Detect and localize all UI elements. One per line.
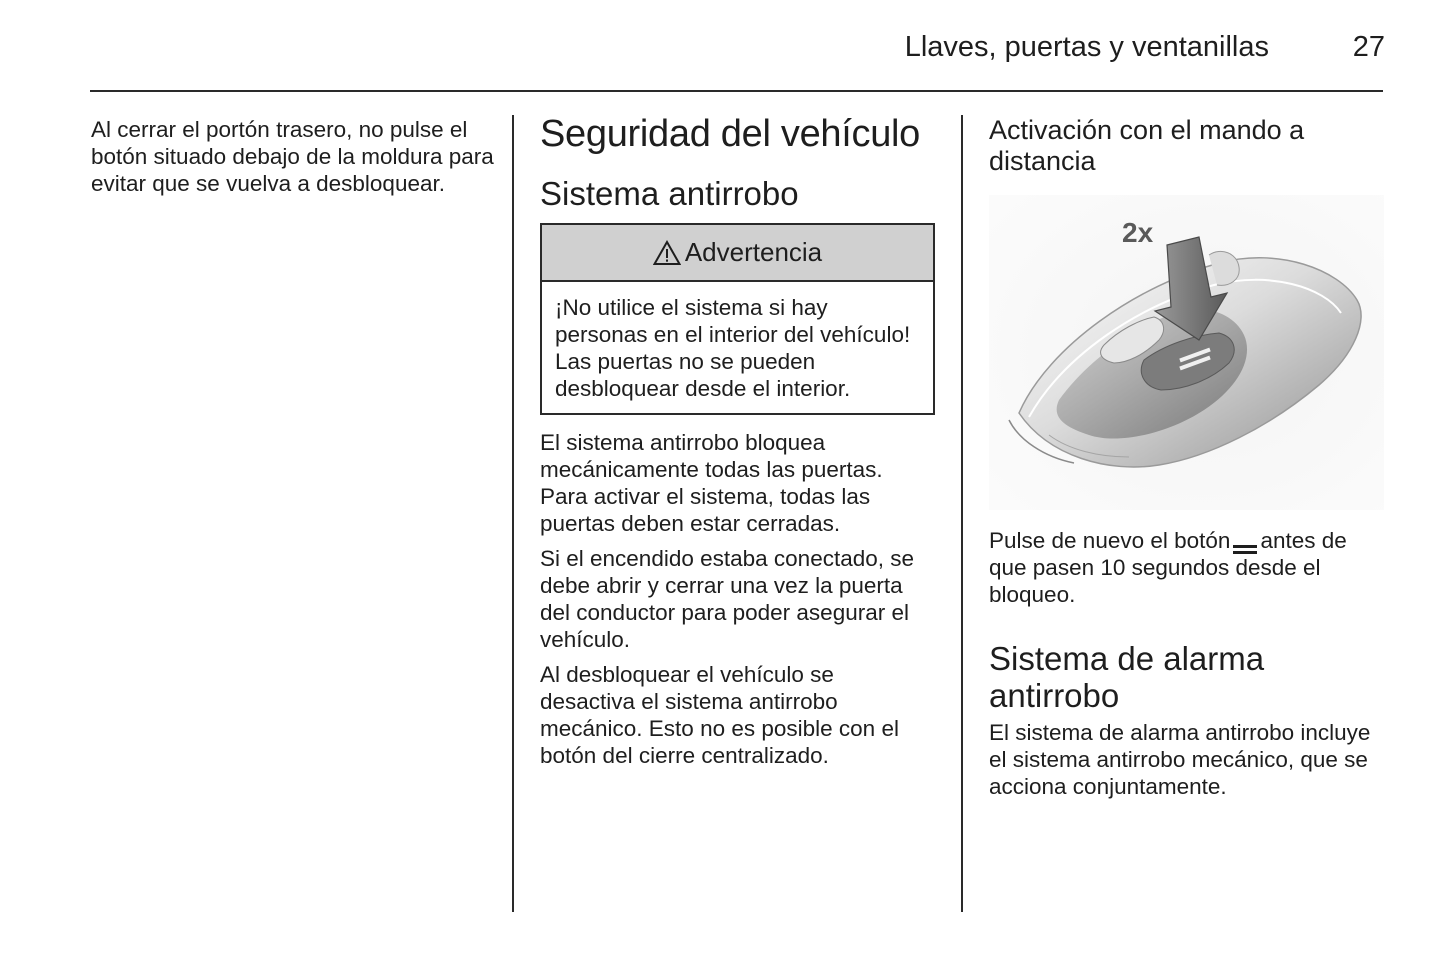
warning-title: Advertencia bbox=[684, 237, 823, 267]
paragraph: Al desbloquear el vehículo se desactiva el sistema antirrobo mecánico. Esto no es posible con el botón del cierre centralizado. bbox=[540, 662, 899, 768]
column-divider-right bbox=[961, 115, 963, 912]
subsection-heading: Sistema antirrobo bbox=[540, 175, 799, 212]
lock-button-icon bbox=[1233, 534, 1257, 546]
key-fob-illustration bbox=[989, 195, 1384, 510]
warning-triangle-icon bbox=[653, 240, 681, 266]
header-divider bbox=[90, 90, 1383, 92]
column-1 bbox=[91, 116, 496, 197]
column-3 bbox=[989, 115, 1384, 800]
warning-text: ¡No utilice el sistema si hay personas en el interior del vehículo! Las puertas no se pueden desbloquear desde el interior. bbox=[555, 295, 911, 401]
paragraph: Si el encendido estaba conectado, se debe abrir y cerrar una vez la puerta del conductor para poder asegurar el vehículo. bbox=[540, 546, 915, 652]
subsection-heading: Activación con el mando a distancia bbox=[989, 115, 1305, 176]
column-2 bbox=[540, 112, 935, 769]
page-number: 27 bbox=[1352, 31, 1385, 63]
subsection-heading: Sistema de alarma antirrobo bbox=[989, 640, 1265, 714]
page-header-title: Llaves, puertas y ventanillas bbox=[904, 31, 1269, 63]
paragraph: El sistema antirrobo bloquea mecánicamente todas las puertas. Para activar el sistema, todas las puertas deben estar cerradas. bbox=[540, 430, 883, 536]
section-heading: Seguridad del vehículo bbox=[540, 113, 921, 155]
key-fob-press-icon bbox=[989, 195, 1384, 510]
paragraph bbox=[989, 527, 1384, 608]
paragraph-text: Pulse de nuevo el botón bbox=[989, 528, 1231, 553]
column-divider-left bbox=[512, 115, 514, 912]
paragraph-text: antes de que pasen 10 segundos desde el bloqueo. bbox=[989, 528, 1347, 607]
figure-label: 2x bbox=[1122, 217, 1154, 248]
warning-box bbox=[540, 223, 935, 415]
paragraph: El sistema de alarma antirrobo incluye el sistema antirrobo mecánico, que se acciona conjuntamente. bbox=[989, 720, 1371, 799]
paragraph: Al cerrar el portón trasero, no pulse el botón situado debajo de la moldura para evitar que se vuelva a desbloquear. bbox=[91, 117, 494, 196]
warning-header bbox=[542, 225, 933, 282]
